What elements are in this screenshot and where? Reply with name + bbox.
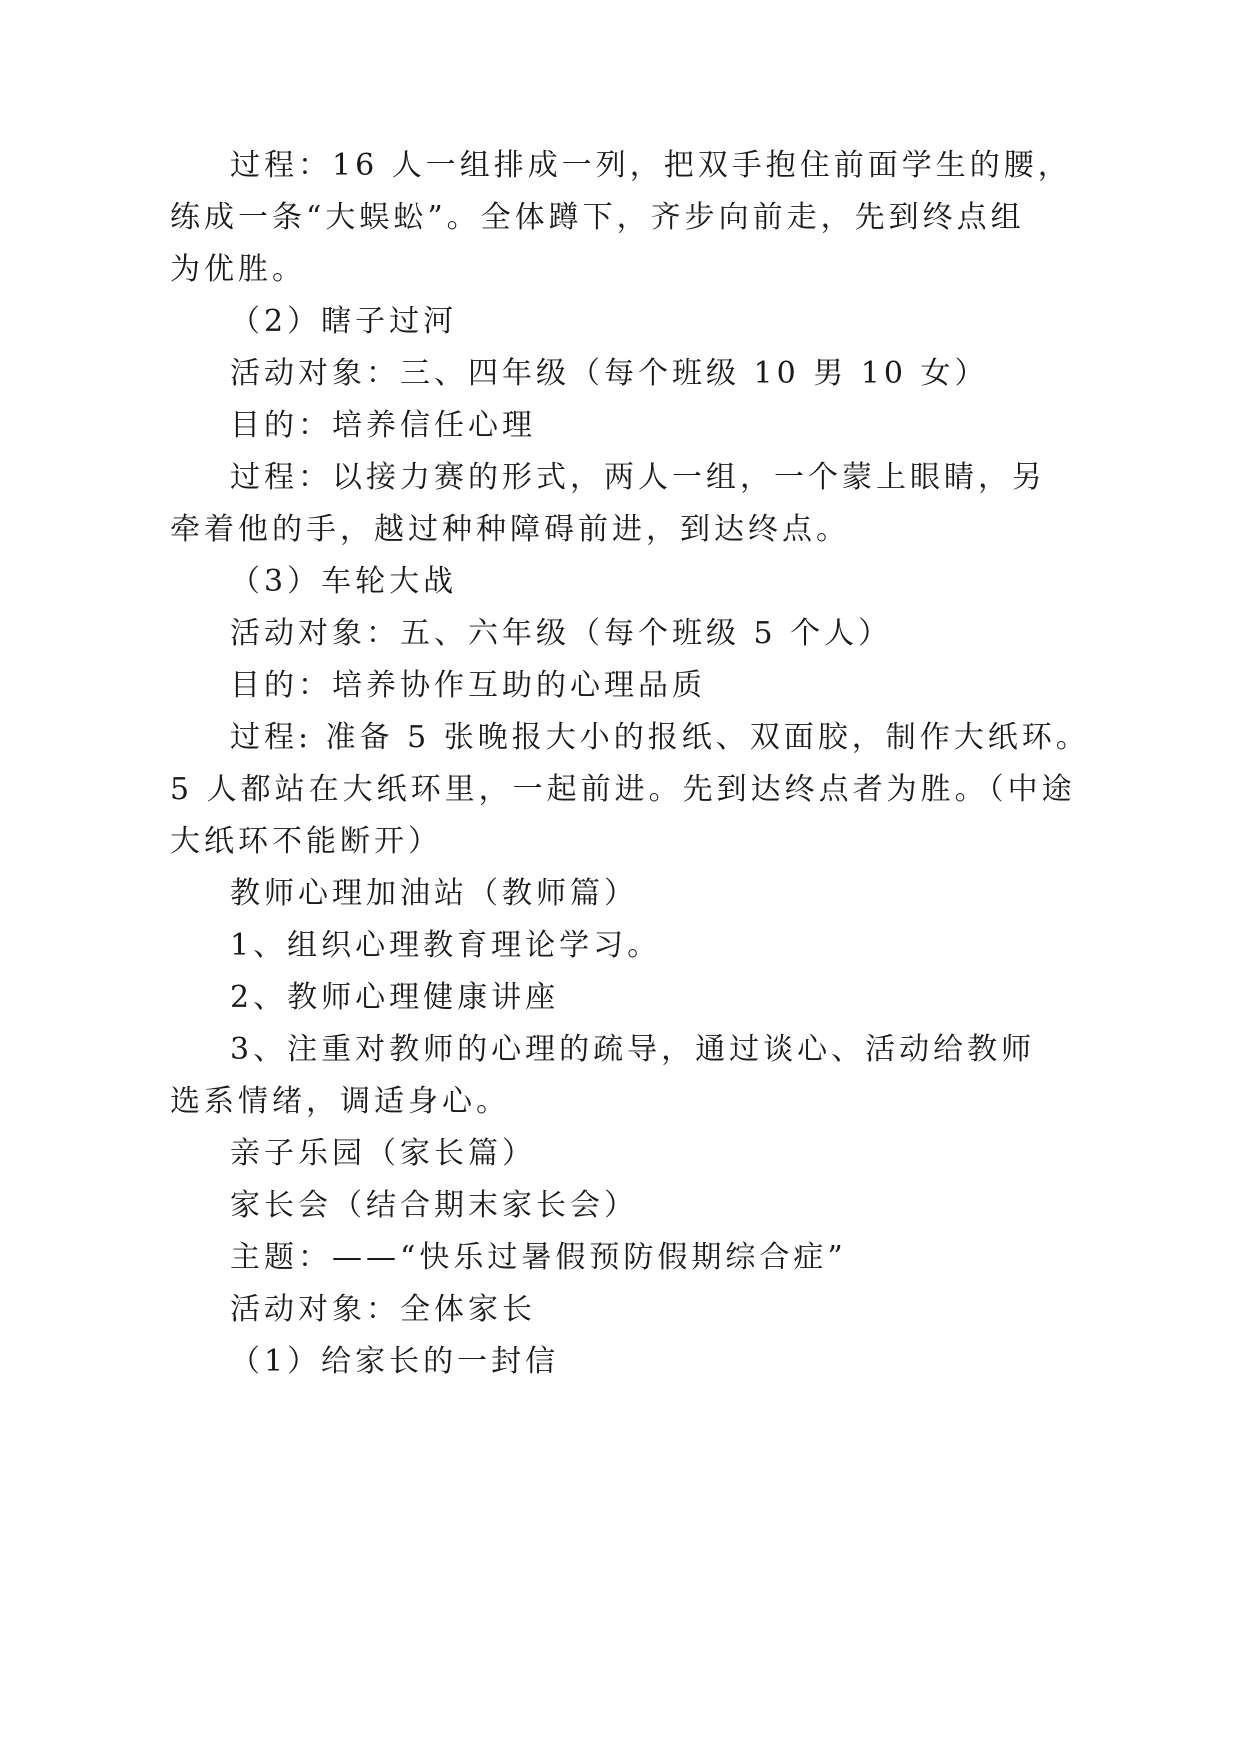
paragraph-line: 牵着他的手，越过种种障碍前进，到达终点。 <box>170 512 850 547</box>
paragraph-line: 5 人都站在大纸环里，一起前进。先到达终点者为胜。（中途 <box>170 772 1076 807</box>
paragraph-line: 过程: 准备 5 张晚报大小的报纸、双面胶，制作大纸环。 <box>230 720 1090 755</box>
paragraph-line: 目的：培养信任心理 <box>230 408 536 443</box>
section-heading: 教师心理加油站（教师篇） <box>230 876 638 911</box>
paragraph-line: 活动对象：三、四年级（每个班级 10 男 10 女） <box>230 356 989 391</box>
section-heading: 亲子乐园（家长篇） <box>230 1136 536 1171</box>
list-item: 3、注重对教师的心理的疏导，通过谈心、活动给教师 <box>230 1032 1036 1067</box>
paragraph-line: 目的：培养协作互助的心理品质 <box>230 668 706 703</box>
paragraph-line: 选系情绪，调适身心。 <box>170 1084 510 1119</box>
section-heading: （2）瞎子过河 <box>230 304 458 339</box>
list-item: 2、教师心理健康讲座 <box>230 980 560 1015</box>
section-heading: （3）车轮大战 <box>230 564 458 599</box>
paragraph-line: 为优胜。 <box>170 252 306 287</box>
list-item: 1、组织心理教育理论学习。 <box>230 928 662 963</box>
paragraph-line: 家长会（结合期末家长会） <box>230 1188 638 1223</box>
paragraph-line: 练成一条“大蜈蚣”。全体蹲下，齐步向前走，先到终点组 <box>170 200 1025 235</box>
section-heading: （1）给家长的一封信 <box>230 1344 560 1379</box>
paragraph-line: 过程：以接力赛的形式，两人一组，一个蒙上眼睛，另 <box>230 460 1046 495</box>
paragraph-line: 主题：——“快乐过暑假预防假期综合症” <box>230 1240 847 1275</box>
paragraph-line: 活动对象：五、六年级（每个班级 5 个人） <box>230 616 893 651</box>
paragraph-line: 过程：16 人一组排成一列，把双手抱住前面学生的腰， <box>230 148 1072 183</box>
paragraph-line: 活动对象：全体家长 <box>230 1292 536 1327</box>
paragraph-line: 大纸环不能断开） <box>170 824 442 859</box>
